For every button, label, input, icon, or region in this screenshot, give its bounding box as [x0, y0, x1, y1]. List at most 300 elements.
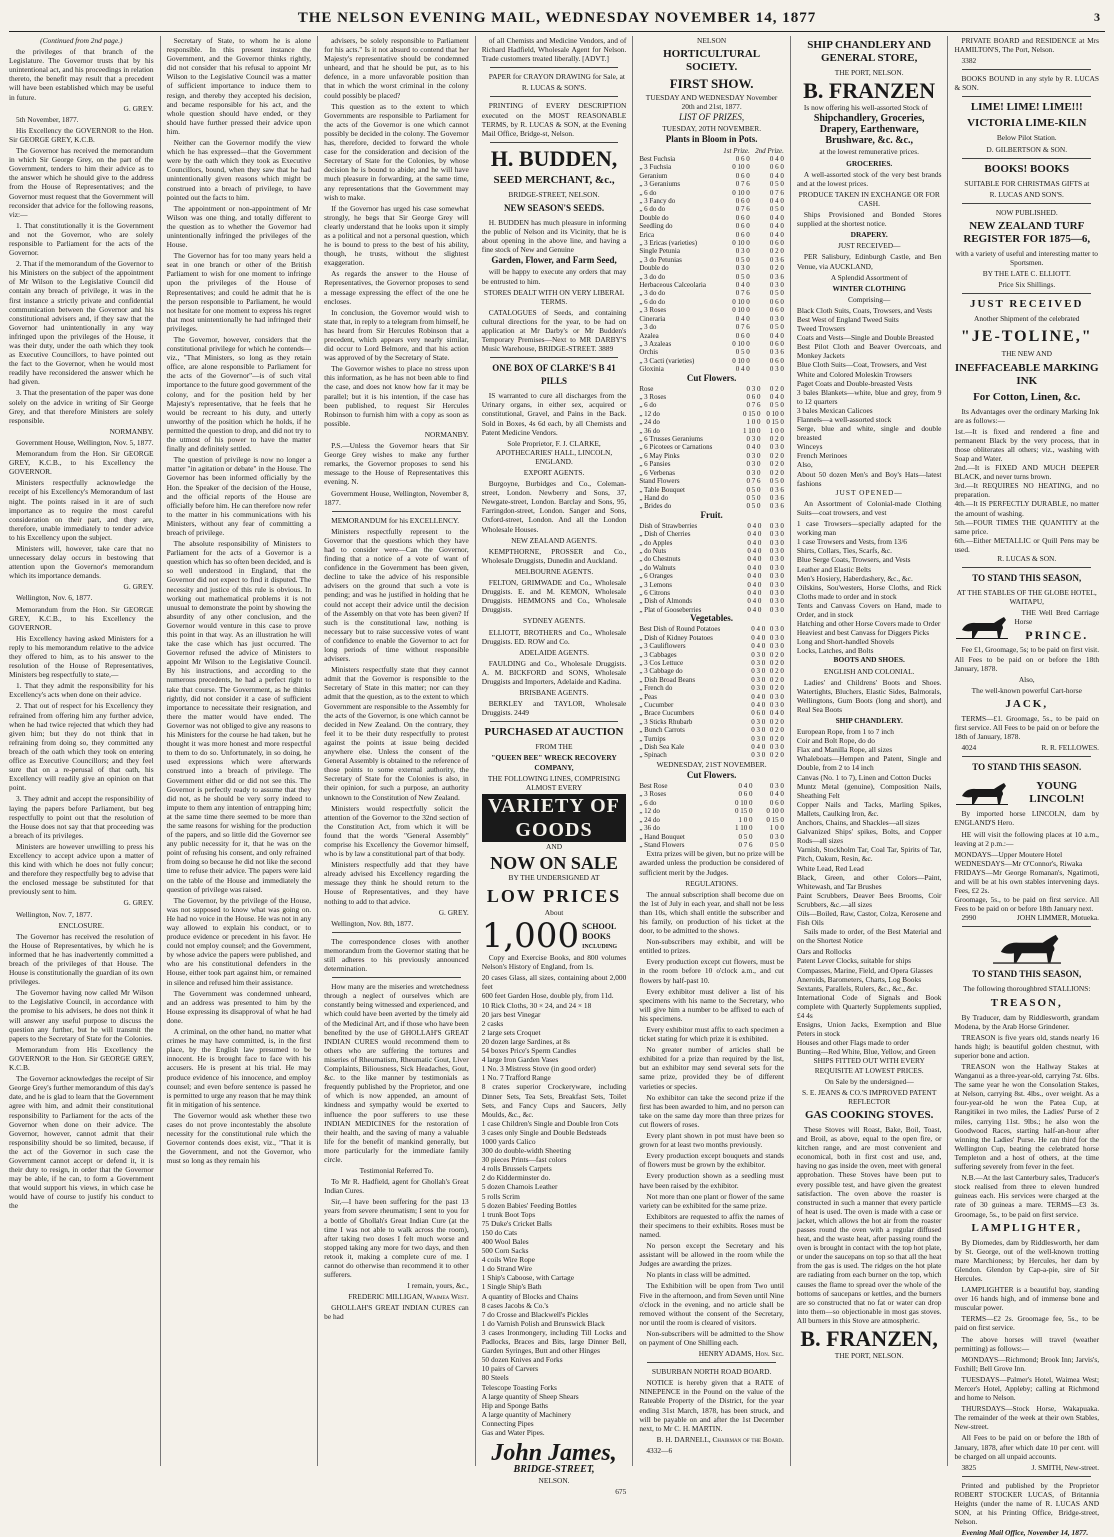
paragraph: KEMPTHORNE, PROSSER and Co., Wholesale Druggists, Dunedin and Auckland. [481, 546, 627, 565]
ad-number: 2990 [961, 913, 977, 923]
signature: NORMANBY. [424, 429, 469, 439]
prize-item: „ 3 Fancy do [639, 197, 676, 205]
john-james-town: NELSON. [538, 1476, 570, 1486]
prize-row [639, 701, 784, 709]
first-prize: 0 4 0 [747, 572, 762, 581]
auction-item: 300 do double-width Sheeting [481, 1146, 572, 1156]
prize-item: „ Hand Bouquet [639, 832, 685, 841]
prize-item: „ 3 Ericas (varieties) [639, 239, 698, 248]
auction-item: 5 dozen Chamois Leather [481, 1182, 558, 1192]
paragraph: By Traducer, dam by Riddlesworth, grandam Modena, by the Arab Horse Grindener. [954, 1012, 1100, 1031]
divider [962, 293, 1091, 294]
paragraph: D. GILBERTSON & SON. [986, 144, 1068, 154]
paragraph: The correspondence closes with another memorandum from the Governor stating that he still adheres to his previously announced determination. [324, 936, 469, 974]
paragraph: NOW PUBLISHED. [995, 207, 1058, 217]
clothing-item: 1 case Trowsers and Vests, from 13/6 [796, 537, 907, 547]
chandlery-item: Galvanized Ships' spikes, Bolts, and Copper Rods—all sizes [796, 827, 942, 846]
first-prize: 1 10 0 [734, 824, 753, 833]
section-heading: SHIP CHANDLERY. [835, 716, 903, 725]
prize-item: „ 6 do [639, 798, 657, 807]
prize-item: „ Dish of Almonds [639, 597, 693, 606]
paragraph: advisers, be solely responsible to Parliament for his acts." Is it not absurd to contend that her Majesty's representative should be condemned unheard, and that he should be put, as to his defence, in a more unfavorable position than that in which the worst criminal in the colony could possibly be placed? [324, 36, 469, 100]
paragraph: with a variety of useful and interesting matter to Sportsmen. [955, 248, 1098, 268]
paragraph: SUITABLE FOR CHRISTMAS GIFTS at [964, 178, 1090, 188]
prize-row [639, 625, 784, 633]
paragraph: H. BUDDEN has much pleasure in informing the public of Nelson and its Vicinity, that he is about opening in the above line, and having a fine stock of New and Genuine [481, 217, 627, 255]
prize-row [639, 435, 784, 443]
first-prize: 0 5 0 [746, 485, 761, 494]
second-prize: 0 15 0 [766, 815, 784, 824]
lincoln-schedule [954, 850, 1099, 914]
second-prize: 0 2 0 [769, 751, 784, 760]
first-prize: 0 10 0 [732, 239, 750, 248]
second-prize: 0 3 6 [769, 485, 784, 494]
drapery-item: Best Pilot Cloth and Beaver Overcoats, and Monkey Jackets [796, 342, 942, 361]
chandlery-item: Flax and Manilla Rope, all sizes [796, 745, 893, 755]
prize-row [639, 693, 784, 701]
prize-table-header [639, 147, 784, 155]
paragraph: Another Shipment of the celebrated [974, 314, 1080, 324]
prize-item: Erica [639, 230, 655, 239]
prize-table-cut-flowers [639, 385, 784, 511]
day-heading: WEDNESDAY, 21ST NOVEMBER. [656, 759, 767, 769]
signature: G. GREY. [438, 907, 469, 917]
auction-item: Gas and Water Pipes. [481, 1427, 545, 1437]
auction-item: 10 Rick Cloths, 30 × 24, and 24 × 18 [481, 1000, 592, 1010]
paragraph: By imported horse LINCOLN, dam by ENGLAND'S Hero. [954, 809, 1100, 828]
paragraph: BY THE LATE C. ELLIOTT. [982, 269, 1071, 279]
auction-item: 20 cases Glass, all sizes, containing about 2,000 feet [481, 973, 627, 992]
prize-row [639, 555, 784, 563]
paragraph: By Diomedes, dam by Riddlesworth, her dam by St. George, out of the well-known trotting mare Marchioness; by Hercules, her dam by Glendon. Glendon by Cap-a-pie, sire of Sir Hercules. [954, 1237, 1100, 1283]
prize-item: „ do Chestnuts [639, 555, 681, 564]
paragraph: Fee £1, Groomage, 5s; to be paid on first visit. All Fees to be paid on or before the 18th January, 1878. [954, 645, 1100, 673]
signature: HENRY ADAMS, Hon. Sec. [698, 1349, 784, 1359]
paragraph: Exhibitors are requested to affix the names of their specimens to their exhibits. Roses must be named. [639, 1211, 784, 1239]
chandlery-item: White Lead, Red Lead [796, 863, 864, 873]
prize-item: „ 3 Azaleas [639, 339, 672, 348]
second-prize: 0 4 0 [769, 331, 784, 340]
paragraph: 3. They admit and accept the responsibility of laying the papers before Parliament, but beg respectfully to point out that the resolution of the House does not say that that proceeding was a breach of its privileges. [9, 794, 154, 840]
prize-item: „ Peas [639, 692, 658, 701]
first-prize: 0 3 0 [751, 684, 766, 693]
second-prize: 0 10 0 [766, 409, 784, 418]
schedule-item: Groomage, 5s., to be paid on first service. All Fees to be paid on or before 18th January next. [954, 895, 1100, 914]
just-received-heading: JUST RECEIVED [969, 298, 1084, 311]
prize-item: Cineraria [639, 314, 666, 323]
paragraph: Ministers would respectfully solicit the attention of the Governor to the 32nd section of the Constitution Act, from which it will be found that the words "General Assembly" comprise his Excellency the Governor himself, who is by law a constitutional part of that body. [324, 803, 469, 859]
first-prize: 0 6 0 [735, 331, 750, 340]
paragraph: S. E. JEANS & CO.'S IMPROVED PATENT REFLECTOR [802, 1087, 937, 1106]
second-prize: 0 4 0 [769, 790, 784, 799]
first-prize: 0 3 0 [751, 751, 766, 760]
prize-item: „ Brides do [639, 502, 672, 511]
horse-icon [954, 780, 1010, 806]
first-prize: 0 5 0 [738, 832, 753, 841]
divider [332, 977, 461, 978]
second-prize: 0 3 0 [769, 589, 784, 598]
first-prize: 0 7 6 [735, 180, 750, 189]
prize-item: Herbaceous Calceolaria [639, 281, 706, 290]
paragraph: N.B.—At the last Canterbury sales, Traducer's stock realised from three to eleven hundred guineas each. His services were charged at the rate of 30 guineas a mare. TERMS—£3 3s. Groomage, 5s., to be paid on first service. [954, 1173, 1100, 1219]
prize-row [639, 790, 784, 798]
divider [490, 67, 619, 68]
dateline: 5th November, 1877. [16, 114, 79, 124]
clothing-item: Men's Hosiery, Haberdashery, &c., &c. [796, 573, 913, 583]
prize-row [639, 667, 784, 675]
paragraph: PER Salisbury, Edinburgh Castle, and Ben Venue, via AUCKLAND, [796, 252, 942, 271]
second-prize: 0 3 0 [769, 547, 784, 556]
paragraph: Also, [1018, 674, 1035, 684]
paragraph: ENGLISH AND COLONIAL. [823, 666, 915, 676]
first-prize: 0 15 0 [734, 807, 753, 816]
signature: J. SMITH, New-street. [1031, 1462, 1100, 1472]
chandlery-item: Canvas (No. 1 to 7), Linen and Cotton Ducks [796, 772, 932, 782]
drapery-item: Tweed Trowsers [796, 324, 846, 334]
first-prize: 0 6 0 [735, 213, 750, 222]
column-3 [324, 36, 476, 1466]
paragraph: Ministers will, however, take care that no unnecessary delay occurs in bestowing that attention upon the Governor's memorandum which its importance demands. [9, 543, 154, 581]
auction-item: 30 pieces Prints—fast colors [481, 1155, 567, 1165]
first-prize: 0 5 0 [746, 493, 761, 502]
signature: G. GREY. [123, 103, 154, 113]
clothing-item: Leather and Elastic Belts [796, 564, 871, 574]
first-prize: 0 6 0 [735, 230, 750, 239]
second-prize: 0 3 0 [769, 538, 784, 547]
paragraph: As regards the answer to the House of Representatives, the Governor proposes to send a message expressing the effect of the one he encloses. [324, 269, 469, 306]
divider [962, 203, 1091, 204]
second-prize: 0 3 6 [769, 272, 784, 281]
paragraph: A criminal, on the other hand, no matter what crimes he may have committed, is, in the first place, by the English law presumed to be innocent. He is brought face to face with his accusers. He is present at his trial. He may produce evidence of his innocence, and employ counsel; and even before sentence is passed he is permitted to urge any reason that he may think fit in mitigation of his sentence. [166, 1027, 312, 1109]
day-heading: TUESDAY, 20TH NOVEMBER. [662, 124, 762, 134]
prize-row [639, 572, 784, 580]
second-prize: 0 2 0 [769, 264, 784, 273]
prize-table-vegetables [639, 625, 784, 760]
drapery-item: 3 bales Blankets—white, blue and grey, from 9 to 12 quarters [796, 387, 942, 406]
signature: R. R. FELLOWES. [1041, 743, 1100, 753]
prize-item: Dish of Strawberries [639, 521, 698, 530]
prize-row [639, 197, 784, 205]
ad-number: 4332—6 [646, 1445, 673, 1455]
paragraph: The Governor having now called Mr Wilson to the Legislative Council, in accordance with the promise to his advisers, he does not think it will answer any useful purpose to discuss the question any further, but he will transmit the papers to the Secretary of State for the Colonies. [9, 988, 154, 1043]
prize-row [639, 222, 784, 230]
prize-row [639, 684, 784, 692]
prize-row [639, 816, 784, 824]
paragraph: will be happy to execute any orders that may be entrusted to him. [481, 267, 627, 286]
prize-row [639, 340, 784, 348]
divider [647, 1362, 776, 1363]
first-prize: 0 3 0 [746, 435, 761, 444]
enclosure-heading: ENCLOSURE. [58, 920, 104, 930]
auction-item: 2 large sets Croquet [481, 1027, 541, 1037]
auction-item: 20 dozen large Sardines, at 8s [481, 1036, 570, 1046]
prize-row [639, 659, 784, 667]
prize-row [639, 522, 784, 530]
chandlery-item: European Rope, from 1 to 7 inch [796, 727, 894, 737]
divider [962, 756, 1091, 757]
first-prize: 0 3 0 [746, 460, 761, 469]
prize-item: „ Hand do [639, 493, 669, 502]
second-prize: 0 6 0 [769, 163, 784, 172]
prize-item: „ French do [639, 684, 673, 693]
prize-item: Geranium [639, 171, 668, 180]
second-prize: 0 3 0 [769, 625, 784, 634]
paragraph: Ministers respectfully state that they cannot admit that the Governor is responsible to the Secretary of State in this matter; nor can they admit that the question, as to the extent to which Government are responsible to the Assembly for the acts of the Governor, is one which cannot be decided in New Zealand. On the contrary, they feel it to be their duty respectfully to protest against the points at issue being decided anywhere else. Unless the consent of the General Assembly is obtained to the reference of those points to some external authority, the Secretary of State for the Colonies is also, in their opinion, for such a purpose, an authority unknown to the Constitution of New Zealand. [324, 665, 469, 802]
second-prize: 0 2 0 [769, 451, 784, 460]
first-prize: 0 4 0 [746, 443, 761, 452]
lamplighter-name: LAMPLIGHTER, [971, 1221, 1082, 1234]
prize-row [639, 642, 784, 650]
auction-item: A large quantity of Machinery [481, 1409, 572, 1419]
paragraph: A well-assorted stock of the very best brands and at the lowest prices. [796, 169, 942, 188]
clothing-item: 1 case Trowsers—specially adapted for the working man [796, 519, 942, 538]
show-dates: TUESDAY AND WEDNESDAY November 20th and 21st, 1877. [645, 93, 778, 112]
second-prize: 0 3 0 [769, 365, 784, 374]
paragraph: 3. That the presentation of the paper was done solely on the advice in writing of Sir George Grey, and that therefore Ministers are solely responsible. [9, 388, 154, 425]
paragraph: If the Governor has urged his case somewhat strongly, he begs that Sir George Grey will clearly understand that he looks upon it simply as a political and not a personal question, which he is bound to press to the best of his ability, though, he trusts, without the slightest exaggeration. [324, 203, 469, 268]
paragraph: NOTICE is hereby given that a RATE of NINEPENCE in the Pound on the value of the Rateable Property of the District, for the year ending 31st March, 1878, has been struck, and will be payable on and after the 1st December next, to Mr C. H. MARTIN. [639, 1378, 784, 1433]
first-prize: 0 4 0 [747, 521, 762, 530]
prize-item: „ Cucumber [639, 701, 674, 710]
paragraph: How many are the miseries and wretchedness through a neglect of ourselves which are constantly being witnessed and experienced, and which could have been averted by the timely aid of the Medicinal Art, and if those who have been benefited by the use of GHOLLAH'S GREAT INDIAN CURES would recommend them to others who are suffering the tortures and miseries of Rheumatism, Rheumatic Gout, Liver Complaints, Biliousness, Sick Headaches, Gout, &c. to the like manner by testimonials as frequently published by the Proprietor, and one of which is now appended, an amount of kindness and sympathy would be exerted to influence the poor sufferers to use these INDIAN MEDICINES for the restoration of their health, and the saving of many a valuable life for the benefit of mankind generally, but more particularly for the immediate family circle. [324, 982, 469, 1164]
paragraph: Ministers respectfully represent to the Governor that the questions which they have had to consider were—Can the Governor, finding that a notice of a vote of want of confidence in the Government has been given, decline to take the advice of his responsible advisers on the ground that such a vote is pending; and was he justified in holding that he could not accept their advice until the decision of the Assembly on that vote has been given? If such is the constitutional law, nothing is necessary but to raise successive votes of want of confidence to enable the Governor to act for long periods of time without responsible advisers. [324, 526, 469, 664]
paragraph: Ministers respectfully add that they have already advised his Excellency regarding the message they think he should return to the House of Representatives, and they have nothing to add to that advice. [324, 860, 469, 906]
column-5 [639, 36, 791, 1466]
column-4 [481, 36, 634, 1497]
second-prize: 0 3 0 [769, 782, 784, 791]
prize-row [639, 782, 784, 790]
paragraph: The annual subscription shall become due on the 1st of July in each year, and shall not be less than 10s, which shall entitle the subscriber and his family, on production of his ticket at the door, to be admitted to the shows. [639, 889, 784, 936]
prize-row [639, 357, 784, 365]
agents-heading: NEW ZEALAND AGENTS. [511, 535, 597, 545]
first-prize: 0 5 0 [735, 348, 750, 357]
section-heading: GROCERIES. [846, 158, 893, 168]
prize-item: „ Dish Broad Beans [639, 675, 696, 684]
second-prize: 1 0 0 [769, 426, 784, 435]
paragraph: The above horses will travel (weather permitting) as follows:— [954, 1334, 1100, 1353]
auction-item: 8 cases Jacobs & Co.'s [481, 1300, 549, 1310]
drapery-item: French Merinoes [796, 451, 848, 461]
second-prize: 0 2 0 [769, 247, 784, 256]
header-cell: 2nd Prize. [755, 146, 784, 155]
paragraph: GHOLLAH'S GREAT INDIAN CURES can be had [324, 1303, 469, 1322]
chandlery-list [797, 727, 942, 927]
address: THE PORT, NELSON. [834, 1351, 904, 1360]
prize-row [639, 530, 784, 538]
auction-item: 10 pairs of Carvers [481, 1364, 539, 1374]
prize-row [639, 281, 784, 289]
school-books-label: SCHOOL BOOKS including [582, 922, 618, 950]
paragraph: Burgoyne, Burbidges and Co., Coleman-street, London. Newberry and Sons, 37, Newgate-street, London. Barclay and Sons, 95, Farringdon-street, London. Sanger and Sons, Oxford-street, London. And all the London Wholesale Houses. [481, 479, 627, 534]
prize-row [639, 494, 784, 502]
chandlery-item: Varnish, Stockholm Tar, Coal Tar, Spirits of Tar, Pitch, Oakum, Resin, &c. [796, 845, 942, 864]
paragraph: Is now offering his well-assorted Stock of [803, 103, 928, 113]
prize-item: „ 6 do [639, 401, 657, 410]
second-prize: 0 6 0 [769, 239, 784, 248]
paragraph: Neither can the Governor modify the view which he has expressed—that the Government were by the oath which they took as Executive Councillors, bound, when they saw that he had unintentionally given reasons which might be construed into a breach of privilege, to have pointed out the facts to him. [166, 138, 312, 202]
paragraph: Comprising— [848, 294, 891, 304]
prize-item: „ 6 do do [639, 297, 666, 306]
first-prize: 0 5 0 [746, 502, 761, 511]
auction-item: 4 rolls Brussels Carpets [481, 1164, 552, 1174]
clothing-item: Heaviest and best Canvass for Diggers Picks [796, 628, 930, 638]
paragraph: Ministers respectfully acknowledge the receipt of his Excellency's Memorandum of last night. The points raised in it are of such importance as to require the most careful consideration on their part, and they are, therefore, unable immediately to tender advice to his Excellency upon the subject. [9, 478, 154, 542]
second-prize: 0 4 0 [769, 222, 784, 231]
horse-icon [987, 931, 1067, 965]
clothing-list [797, 519, 942, 655]
paragraph: TREASON is five years old, stands nearly 16 hands high; is beautiful golden chestnut, with superior bone and action. [954, 1032, 1100, 1060]
first-prize: 0 4 0 [747, 580, 762, 589]
first-prize: 0 3 0 [751, 650, 766, 659]
drapery-item: Best West of England Tweed Suits [796, 314, 899, 324]
prize-item: „ Brace Cucumbers [639, 709, 695, 718]
second-prize: 0 2 0 [769, 684, 784, 693]
paragraph: The Governor wishes to place no stress upon this information, as he has not been able to find the case, and does not know how far it may be parallel; but it is his intention, if the case has been published, to request Sir Hercules Robinson to furnish him with a copy as soon as possible. [324, 364, 469, 428]
prize-row [639, 256, 784, 264]
divider [962, 1476, 1091, 1477]
prize-item: „ 3 do [639, 323, 657, 332]
paragraph: The Governor has received the memorandum in which Sir George Grey, on the part of the Government, tenders to him their advice as to the answer which he should give to the address from the House of Representatives; and the Governor must request that the Government will reconsider that advice for the following reasons, viz:— [9, 146, 154, 219]
prize-table-fruit [639, 522, 784, 614]
prize-item: „ Table Bouquet [639, 485, 685, 494]
prize-item: „ Bunch Carrots [639, 726, 685, 735]
auction-item: 80 Steels [481, 1373, 509, 1383]
prize-row [639, 172, 784, 180]
second-prize: 0 3 0 [769, 555, 784, 564]
ad-number: 675 [615, 1487, 627, 1497]
first-prize: 0 10 0 [732, 297, 750, 306]
prize-row [639, 315, 784, 323]
paragraph: HE will visit the following places at 10 a.m., leaving at 2 p.m.:— [954, 829, 1100, 848]
drapery-item: Also, [796, 460, 813, 470]
paragraph: JUST RECEIVED— [837, 241, 901, 251]
second-prize: 0 2 0 [769, 468, 784, 477]
john-james-name: John James, [491, 1440, 617, 1467]
first-prize: 0 4 0 [747, 597, 762, 606]
paragraph: Ministers are however unwilling to press his Excellency to accept advice upon a matter of this kind with which he does not fully concur; and therefore they respectfully beg to advise that the enclosed message be substituted for that previously sent to him. [9, 841, 154, 897]
prize-row [639, 460, 784, 468]
prize-row [639, 348, 784, 356]
nautical-item: Bunting—Red White, Blue, Yellow, and Green [796, 1047, 936, 1057]
prize-item: „ 6 do do [639, 205, 666, 214]
marking-ink-heading: INEFFACEABLE MARKING INK [954, 361, 1099, 387]
paragraph: On Sale by the undersigned— [824, 1076, 914, 1086]
first-prize: 0 7 6 [735, 323, 750, 332]
dateline: Wellington, Nov. 8th, 1877. [331, 918, 414, 928]
prize-row [639, 264, 784, 272]
prize-item: „ Dish of Kidney Potatoes [639, 633, 713, 642]
first-prize: 0 6 0 [735, 222, 750, 231]
paragraph: The well-known powerful Cart-horse [971, 685, 1082, 695]
first-prize: 0 4 0 [751, 743, 766, 752]
address: THE PORT, NELSON. [834, 68, 904, 77]
first-prize: 0 4 0 [735, 281, 750, 290]
page-number: 3 [1094, 10, 1101, 24]
second-prize: 0 3 0 [769, 443, 784, 452]
auction-item: Hip and Sponge Baths [481, 1400, 549, 1410]
ink-advantage: 3rd.—It REQUIRES NO HEATING, and no preparation. [954, 481, 1100, 500]
second-prize: 0 3 6 [769, 348, 784, 357]
second-prize: 0 5 0 [769, 401, 784, 410]
paragraph: ELLIOTT, BROTHERS and Co., Wholesale Druggists. ED. ROW and Co. [481, 627, 627, 646]
paragraph: The Governor, however, considers that the constitutional privilege for which he contends—viz., "That Ministers, so long as they retain office, are alone responsible to Parliament for the acts of the Governor"—is of such vital importance to the future good government of the colony, and for the position held by her Majesty's representative, that he feels that he would be recreant to his duty, and utterly unworthy of the position which he holds, if he permitted the question to drop, and did not try to the utmost of his power to have the matter finally and definitely settled. [166, 335, 312, 454]
prize-row [639, 189, 784, 197]
second-prize: 0 4 0 [769, 197, 784, 205]
horticultural-society-heading: HORTICULTURAL SOCIETY. [663, 48, 761, 74]
paragraph: PRODUCE TAKEN IN EXCHANGE OR FOR CASH. [798, 189, 940, 208]
paragraph: Every plant shown in pot must have been so grown for at least two months previously. [639, 1131, 784, 1150]
prize-table-cut-flowers-2 [639, 782, 784, 849]
paragraph: Brushware, &c. &c., [825, 135, 913, 147]
auction-item: 3 cases Ironmongery, including Till Locks and Padlocks, Braces and Bits, large Dinner Bell, Garden Syringes, Butt and other Hinges [481, 1327, 627, 1356]
auction-item: 75 Duke's Cricket Balls [481, 1218, 552, 1228]
second-prize: 0 4 0 [769, 171, 784, 180]
paragraph: 2. That if the memorandum of the Governor to his Ministers on the subject of the appointment of Mr Wilson to the Legislative Council did contain any breach of privilege, it was in the first instance a strictly private and confidential communication between the Governor and his constitutional advisers and, if they saw that the Governor had unintentionally in any way infringed upon the privileges of the House, it was their duty, under the oath which they took as Executive Councillors, to have pointed out the fact to the Governor, when he would most readily have reconsidered the answer which he had given. [9, 259, 154, 387]
first-prize: 0 5 0 [735, 255, 750, 264]
second-prize: 0 2 0 [769, 675, 784, 684]
paragraph: Every production except bouquets and stands of flowers must be grown by the exhibitor. [639, 1151, 784, 1170]
prize-item: „ 3 do do [639, 272, 666, 281]
ad-number: 3825 [961, 1462, 977, 1472]
prize-item: „ 3 Roses [639, 393, 667, 402]
paragraph: These Stoves will Roast, Bake, Boil, Toast, and Broil, as above, equal to the open fire, or kitchen range, and are most convenient and economical, both in first cost and use, and, having no gas inside the oven, meet with general approbation. These Stoves have been put to every possible test, and have given the greatest satisfaction. The oven above the roaster is constructed in such a manner that every particle of heat is used. The oven is made with a case or jacket, which allows the hot air from the roaster passes round the oven with a regular diffused heat, and the waste heat, after passing round the oven is brought in contact with the top hot plate, or under the saucepans on top so that all the heat from the gas is used. The ridges on the hot plate are radiating from each burner on the top, which causes the flame to spread over the whole of the bottoms of saucepans or kettles, and the burners are so constructed that no fat or water can drop into them—so objectionable in most gas stoves. All burners in this Stove are atmospheric. [796, 1124, 942, 1325]
stand-season-heading: TO STAND THIS SEASON, [972, 573, 1082, 584]
paragraph: TERMS—£1. Groomage, 5s., to be paid on first service. All Fees to be paid on or before the 18th of January, 1878. [954, 713, 1100, 742]
first-prize: 0 15 0 [742, 409, 761, 418]
prize-item: „ 6 Verbenas [639, 468, 675, 477]
paragraph: The Governor has for too many years held a seat in one branch or other of the British Parliament to wish for one moment to infringe upon the privileges of the House of Representatives; and could he admit that he is the person responsible to Parliament, he would not hesitate for one moment to express his regret that most unintentionally he had infringed their privileges. [166, 251, 312, 333]
second-prize: 0 2 0 [769, 717, 784, 726]
auction-item: 8 crates superior Crockeryware, including Dinner Sets, Tea Sets, Breakfast Sets, Toilet Sets, and Fancy Cups and Saucers, Jelly Moulds, &c., &c. [481, 1082, 627, 1119]
prize-row [639, 410, 784, 418]
prize-item: „ 6 May Pinks [639, 451, 680, 460]
second-prize: 0 2 0 [769, 659, 784, 667]
lime-heading: LIME! LIME! LIME!!! [970, 101, 1083, 114]
dateline: Wellington, Nov. 6, 1877. [16, 593, 93, 603]
prize-item: „ 6 Pansies [639, 460, 671, 469]
paragraph: About [544, 908, 564, 917]
first-prize: 0 4 0 [747, 530, 762, 539]
auction-item: 20 jars best Vinegar [481, 1009, 541, 1019]
paragraph: THE NEW AND [1001, 349, 1052, 359]
auction-item: 150 do Cats [481, 1227, 518, 1237]
second-prize: 0 3 6 [769, 502, 784, 511]
second-prize: 0 7 6 [769, 188, 784, 197]
paragraph: No person except the Secretary and his assistant will be allowed in the room while the Judges are awarding the prizes. [639, 1241, 784, 1269]
second-prize: 0 6 0 [769, 306, 784, 315]
first-prize: 0 4 0 [738, 782, 753, 791]
prize-item: „ 3 Cauliflowers [639, 642, 686, 651]
prize-item: „ 3 do Petunias [639, 255, 682, 264]
paragraph: In conclusion, the Governor would wish to state that, in reply to a telegram from himself, he has heard from Sir Hercules Robinson that a precedent, which appears very nearly similar, did occur to Lord Belmore, and that his action was approved of by the Secretary of State. [324, 307, 469, 363]
prize-item: „ do Walnuts [639, 563, 676, 572]
second-prize: 0 6 0 [769, 339, 784, 348]
prize-item: „ 3 Geraniums [639, 180, 681, 189]
second-prize: 0 2 0 [769, 667, 784, 676]
prize-row [639, 751, 784, 759]
prize-row [639, 486, 784, 494]
budden-address: BRIDGE-STREET, NELSON. [508, 189, 600, 199]
first-prize: 0 3 0 [751, 717, 766, 726]
header-cell [639, 147, 718, 155]
prize-item: „ 36 do [639, 824, 660, 833]
auction-item: 2 do Kidderminster do. [481, 1173, 551, 1183]
second-prize: 0 3 0 [769, 281, 784, 290]
second-prize: 0 2 0 [769, 726, 784, 735]
agents-heading: BRISBANE AGENTS. [519, 688, 589, 698]
prize-item: Seedling do [639, 222, 673, 231]
prize-item: „ Stand Flowers [639, 840, 685, 849]
